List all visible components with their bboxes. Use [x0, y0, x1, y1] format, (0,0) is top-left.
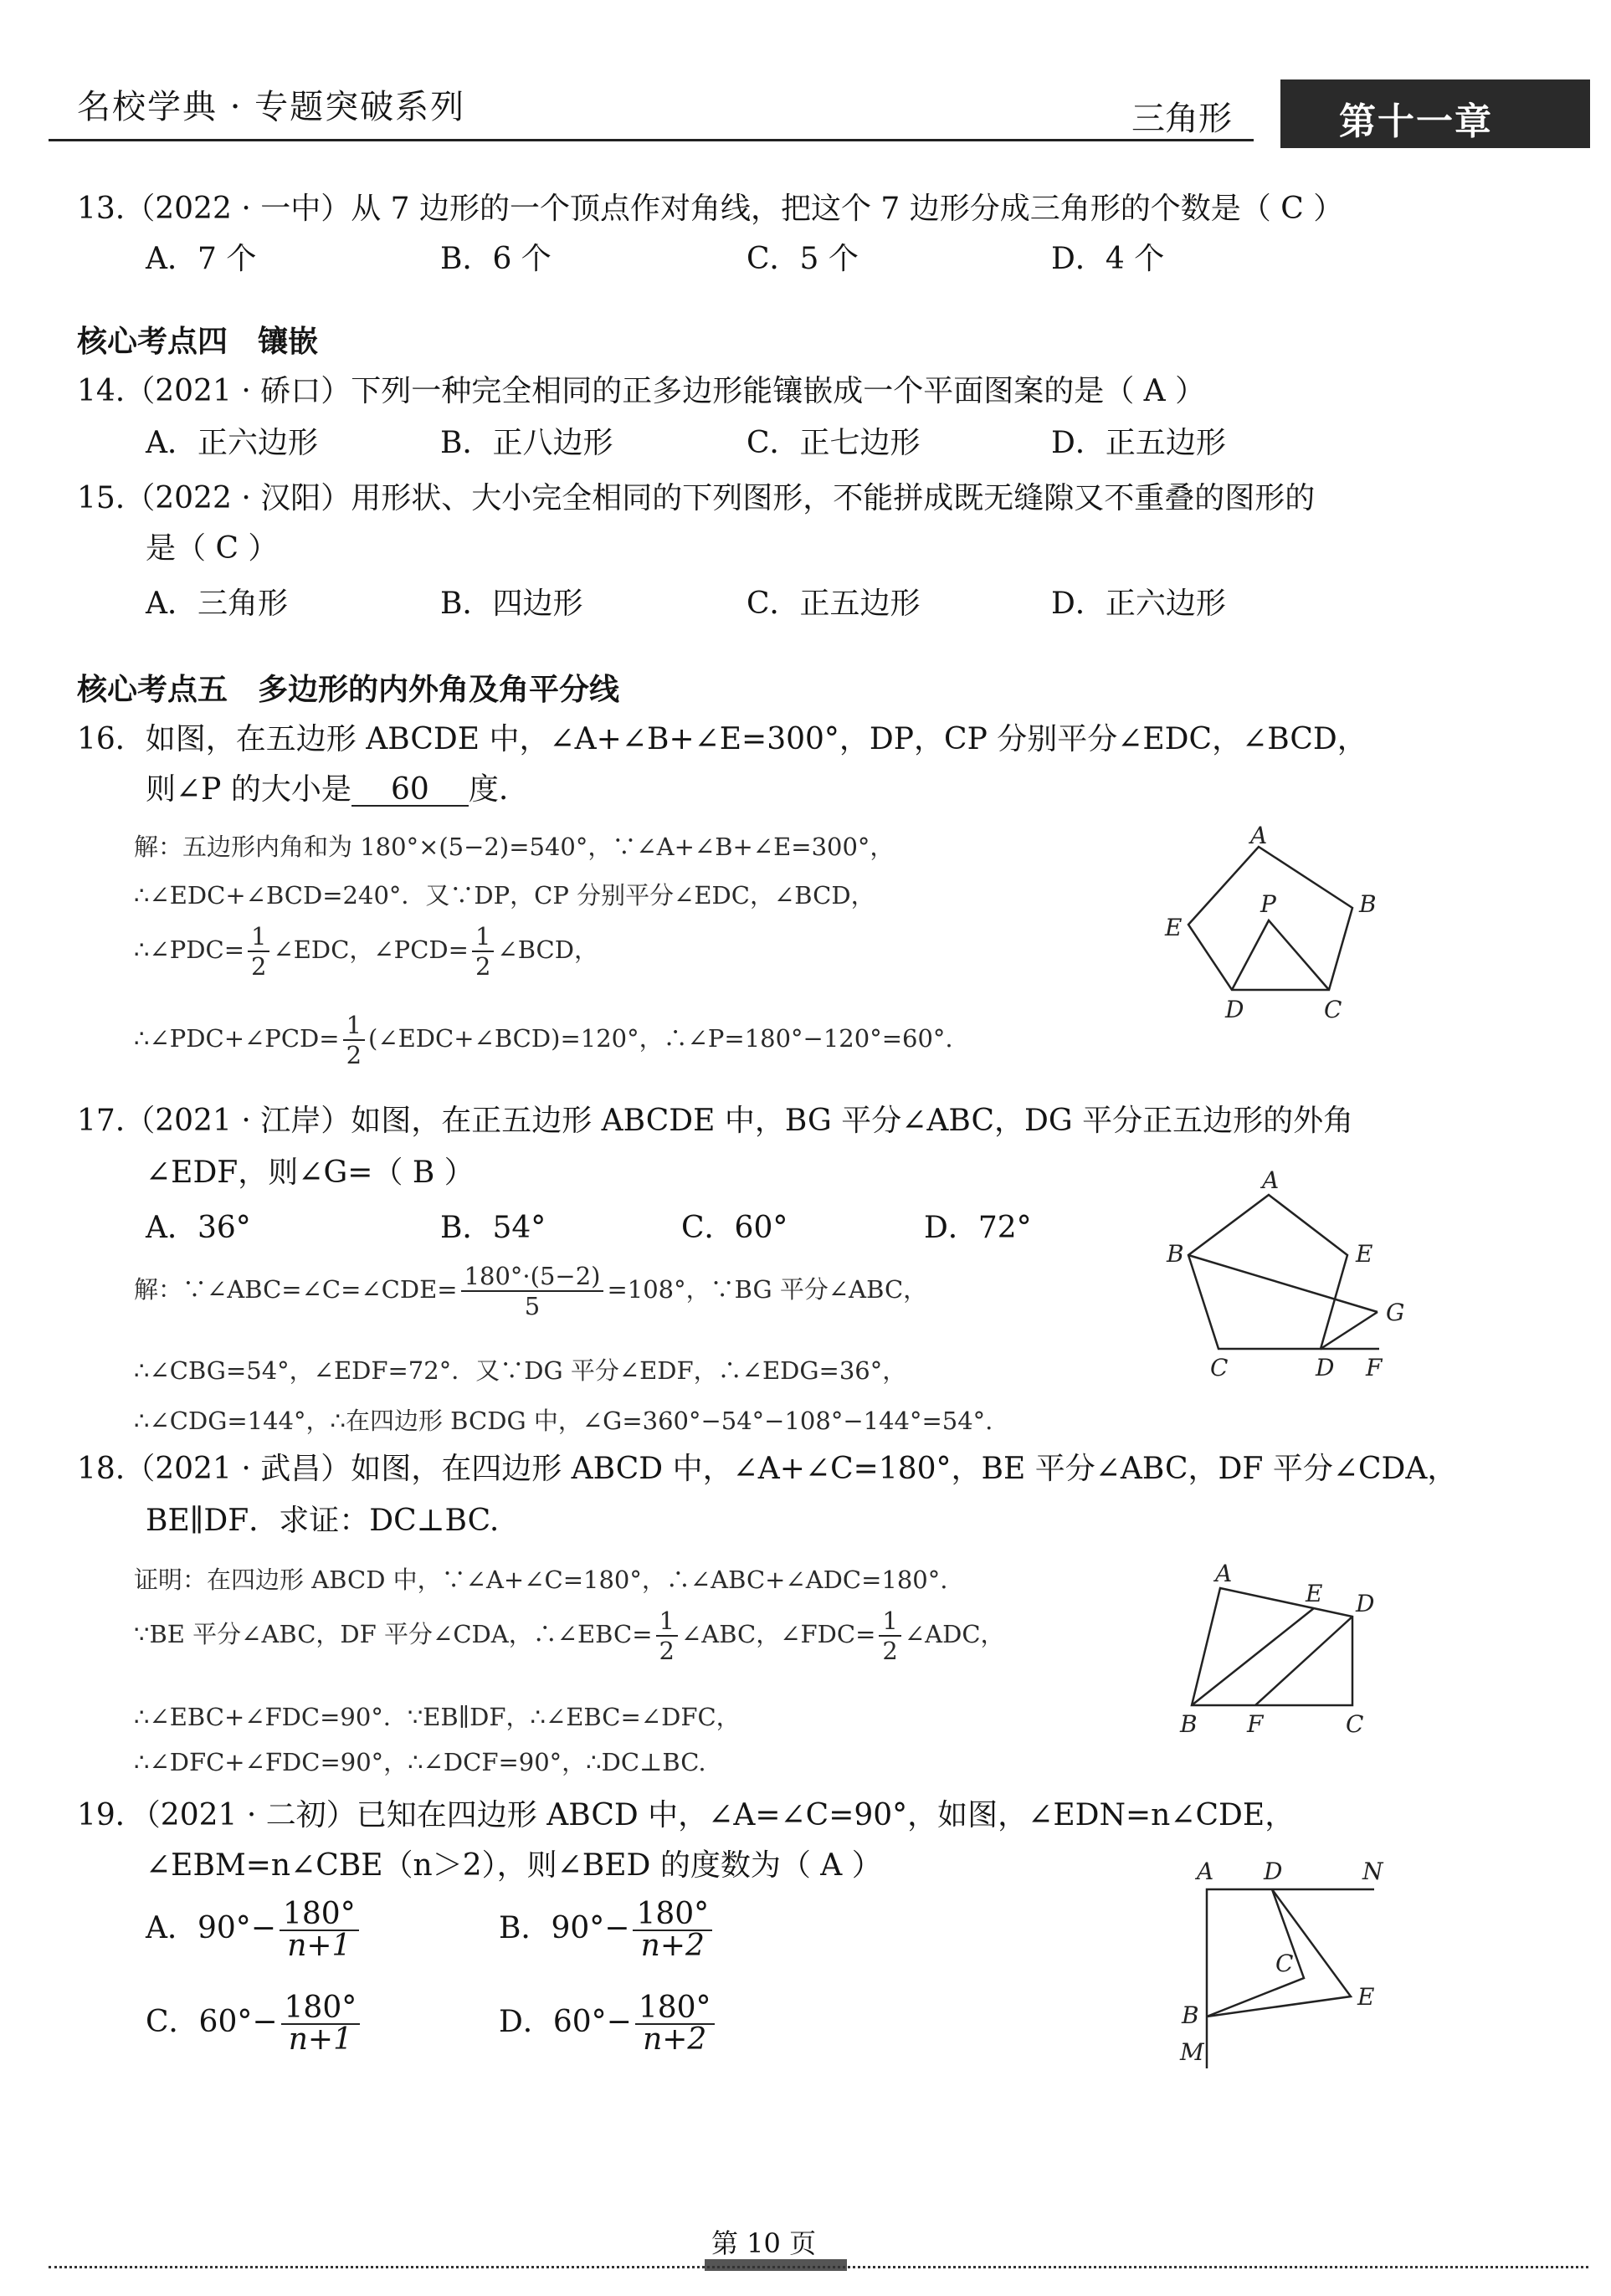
vertex-label: A: [1262, 1166, 1280, 1194]
fraction-denominator: 2: [882, 1637, 898, 1665]
q16-sol4-part2: (∠EDC+∠BCD)=120°，∴∠P=180°−120°=60°.: [368, 1024, 953, 1053]
q18-solution-line3: ∴∠EBC+∠FDC=90°．∵EB∥DF，∴∠EBC=∠DFC，: [134, 1703, 741, 1731]
bisector-bg: [1188, 1255, 1378, 1312]
vertex-label: P: [1260, 890, 1276, 918]
fraction-denominator: 2: [659, 1637, 675, 1665]
bisector-df: [1255, 1617, 1352, 1705]
q19-stem-line1: 19．（2021 · 二初）已知在四边形 ABCD 中，∠A=∠C=90°，如图，∠EDN=n∠CDE，: [77, 1798, 1295, 1832]
q18-sol2-part2: ∠ABC，∠FDC=: [680, 1620, 876, 1648]
vertex-label: C: [1324, 996, 1342, 1023]
q17-pentagon-figure: [1155, 1163, 1414, 1381]
q19-quadrilateral-figure: [1163, 1841, 1406, 2075]
fraction-option-a: [280, 1899, 359, 1961]
quadrilateral-abcd: [1192, 1588, 1352, 1705]
fraction-half: [656, 1607, 678, 1665]
fraction-denominator: 5: [524, 1292, 541, 1320]
q15-stem-line1: 15.（2022 · 汉阳）用形状、大小完全相同的下列图形，不能拼成既无缝隙又不重叠的图形的: [77, 481, 1316, 515]
vertex-label: E: [1306, 1580, 1323, 1607]
fraction-denominator: n+2: [643, 2022, 707, 2057]
q17-option-a: A．36°: [146, 1211, 251, 1245]
vertex-label: B: [1359, 890, 1377, 918]
q16-solution-line1: 解：五边形内角和为 180°×(5−2)=540°，∵∠A+∠B+∠E=300°，: [134, 833, 895, 861]
fraction-option-b: [633, 1899, 712, 1961]
page-number: 第 10 页: [711, 2227, 817, 2259]
q17-sol1-part2: =108°，∵BG 平分∠ABC，: [607, 1275, 928, 1304]
fraction-denominator: n+1: [287, 1929, 351, 1963]
fraction-numerator: 1: [472, 922, 494, 952]
q18-solution-line2: [134, 1607, 1005, 1665]
fraction-numerator: 1: [343, 1011, 365, 1041]
q13-option-d: D．4 个: [1051, 242, 1165, 276]
q16-sol3-part2: ∠EDC，∠PCD=: [273, 935, 469, 964]
right-angle-lines: [1207, 1889, 1374, 2068]
q13-option-b: B．6 个: [440, 242, 552, 276]
q18-sol2-part3: ∠ADC，: [904, 1620, 1005, 1648]
fraction-interior-angle: [461, 1262, 604, 1320]
fraction-numerator: 180°·(5−2): [461, 1262, 604, 1292]
q18-sol2-part1: ∵BE 平分∠ABC，DF 平分∠CDA，∴∠EBC=: [134, 1620, 653, 1648]
q16-sol3-part3: ∠BCD，: [497, 935, 598, 964]
q16-stem-line1: 16．如图，在五边形 ABCDE 中，∠A+∠B+∠E=300°，DP，CP 分别平分∠EDC，∠BCD，: [77, 722, 1367, 756]
fraction-denominator: 2: [346, 1041, 362, 1069]
q19-option-b-label: B．90°−: [499, 1911, 630, 1945]
q14-option-d: D．正五边形: [1051, 426, 1226, 460]
q18-solution-line1: 证明：在四边形 ABCD 中，∵∠A+∠C=180°，∴∠ABC+∠ADC=180°.: [134, 1566, 948, 1594]
q17-option-c: C．60°: [681, 1211, 788, 1245]
q16-stem-line2: [146, 772, 509, 807]
q19-option-a-label: A．90°−: [146, 1911, 276, 1945]
fraction-denominator: 2: [251, 952, 267, 981]
vertex-label: A: [1250, 822, 1268, 849]
q18-quadrilateral-figure: [1163, 1553, 1406, 1737]
fraction-numerator: 180°: [635, 1993, 715, 2025]
vertex-label: N: [1362, 1858, 1383, 1885]
chapter-badge: [1280, 79, 1590, 148]
q18-stem-line2: BE∥DF．求证：DC⊥BC.: [146, 1504, 500, 1538]
q16-solution-line2: ∴∠EDC+∠BCD=240°．又∵DP，CP 分别平分∠EDC，∠BCD，: [134, 881, 875, 910]
vertex-label: D: [1356, 1590, 1375, 1617]
q15-option-d: D．正六边形: [1051, 587, 1226, 621]
vertex-label: F: [1247, 1710, 1264, 1737]
q17-solution-line1: [134, 1262, 927, 1320]
vertex-label: A: [1197, 1858, 1214, 1885]
q16-answer: 60: [351, 775, 469, 807]
q16-stem-prefix: 则∠P 的大小是: [146, 772, 351, 807]
fraction-option-d: [635, 1993, 715, 2055]
vertex-label: B: [1182, 2001, 1199, 2029]
vertex-label: B: [1167, 1240, 1184, 1268]
q15-option-c: C．正五边形: [746, 587, 921, 621]
q19-option-d: [499, 1993, 718, 2055]
header-rule: [49, 139, 1254, 141]
fraction-option-c: [281, 1993, 361, 2055]
q14-option-a: A．正六边形: [146, 426, 318, 460]
q16-sol3-part1: ∴∠PDC=: [134, 935, 245, 964]
vertex-label: C: [1210, 1354, 1229, 1381]
fraction-half: [343, 1011, 365, 1069]
vertex-label: E: [1165, 914, 1183, 941]
vertex-label: E: [1357, 1983, 1375, 2011]
fraction-numerator: 1: [879, 1607, 900, 1637]
q17-option-b: B．54°: [440, 1211, 546, 1245]
q19-option-b: [499, 1899, 716, 1961]
q16-sol4-part1: ∴∠PDC+∠PCD=: [134, 1024, 340, 1053]
q15-option-b: B．四边形: [440, 587, 583, 621]
series-title: 名校学典 · 专题突破系列: [77, 88, 466, 126]
fraction-denominator: n+1: [288, 2022, 353, 2057]
q14-option-c: C．正七边形: [746, 426, 921, 460]
topic-title: 三角形: [1131, 100, 1232, 138]
bisector-lines: [1232, 920, 1329, 990]
fraction-half: [248, 922, 269, 981]
vertex-label: A: [1215, 1560, 1233, 1587]
section-5-heading: 核心考点五 多边形的内外角及角平分线: [77, 672, 620, 707]
fraction-numerator: 1: [656, 1607, 678, 1637]
vertex-label: C: [1346, 1710, 1364, 1737]
q19-option-a: [146, 1899, 362, 1961]
vertex-label: D: [1264, 1858, 1283, 1885]
q19-option-c: [146, 1993, 363, 2055]
vertex-label: G: [1386, 1299, 1405, 1326]
vertex-label: B: [1180, 1710, 1198, 1737]
vertex-label: D: [1316, 1354, 1335, 1381]
fraction-denominator: 2: [475, 952, 491, 981]
q17-solution-line2: ∴∠CBG=54°，∠EDF=72°．又∵DG 平分∠EDF，∴∠EDG=36°，: [134, 1356, 907, 1385]
footer-rule: [49, 2266, 1588, 2268]
q18-stem-line1: 18.（2021 · 武昌）如图，在四边形 ABCD 中，∠A+∠C=180°，BE 平分∠ABC，DF 平分∠CDA，: [77, 1452, 1458, 1486]
footer-bar: [705, 2259, 847, 2271]
fraction-numerator: 180°: [281, 1993, 361, 2025]
fraction-half: [472, 922, 494, 981]
chapter-title: 第十一章: [1339, 100, 1493, 143]
vertex-label: M: [1180, 2038, 1204, 2066]
q15-option-a: A．三角形: [146, 587, 288, 621]
fraction-denominator: n+2: [640, 1929, 705, 1963]
fraction-numerator: 180°: [633, 1899, 712, 1931]
section-4-heading: 核心考点四 镶嵌: [77, 324, 319, 359]
q17-stem-line1: 17.（2021 · 江岸）如图，在正五边形 ABCDE 中，BG 平分∠ABC，DG 平分正五边形的外角: [77, 1104, 1354, 1138]
vertex-label: C: [1275, 1950, 1294, 1977]
q19-stem-line2: ∠EBM=n∠CBE（n＞2），则∠BED 的度数为（ A ）: [146, 1848, 882, 1883]
vertex-label: F: [1366, 1354, 1383, 1381]
q17-option-d: D．72°: [924, 1211, 1032, 1245]
q13-option-a: A．7 个: [146, 242, 257, 276]
q16-solution-line3: [134, 922, 598, 981]
bisector-be: [1192, 1608, 1314, 1705]
q14-stem: 14.（2021 · 硚口）下列一种完全相同的正多边形能镶嵌成一个平面图案的是（ A ）: [77, 374, 1206, 408]
q19-option-c-label: C．60°−: [146, 2005, 278, 2039]
q19-option-d-label: D．60°−: [499, 2005, 632, 2039]
q17-sol1-part1: 解：∵∠ABC=∠C=∠CDE=: [134, 1275, 458, 1304]
q16-stem-suffix: 度.: [468, 772, 509, 807]
vertex-label: D: [1225, 996, 1244, 1023]
q17-stem-line2: ∠EDF，则∠G=（ B ）: [146, 1156, 475, 1190]
q15-stem-line2: 是（ C ）: [146, 531, 279, 566]
q16-solution-line4: [134, 1011, 953, 1069]
q13-stem: 13.（2022 · 一中）从 7 边形的一个顶点作对角线，把这个 7 边形分成三角形的个数是（ C ）: [77, 192, 1344, 226]
q18-solution-line4: ∴∠DFC+∠FDC=90°，∴∠DCF=90°，∴DC⊥BC.: [134, 1748, 706, 1776]
q16-pentagon-figure: [1155, 820, 1398, 1029]
vertex-label: E: [1356, 1240, 1373, 1268]
q13-option-c: C．5 个: [746, 242, 859, 276]
regular-pentagon: [1188, 1195, 1347, 1349]
fraction-numerator: 180°: [280, 1899, 359, 1931]
fraction-numerator: 1: [248, 922, 269, 952]
q17-solution-line3: ∴∠CDG=144°，∴在四边形 BCDG 中，∠G=360°−54°−108°−144°=54°.: [134, 1407, 993, 1435]
pentagon-abcde: [1188, 847, 1352, 990]
fraction-half: [879, 1607, 900, 1665]
q14-option-b: B．正八边形: [440, 426, 613, 460]
